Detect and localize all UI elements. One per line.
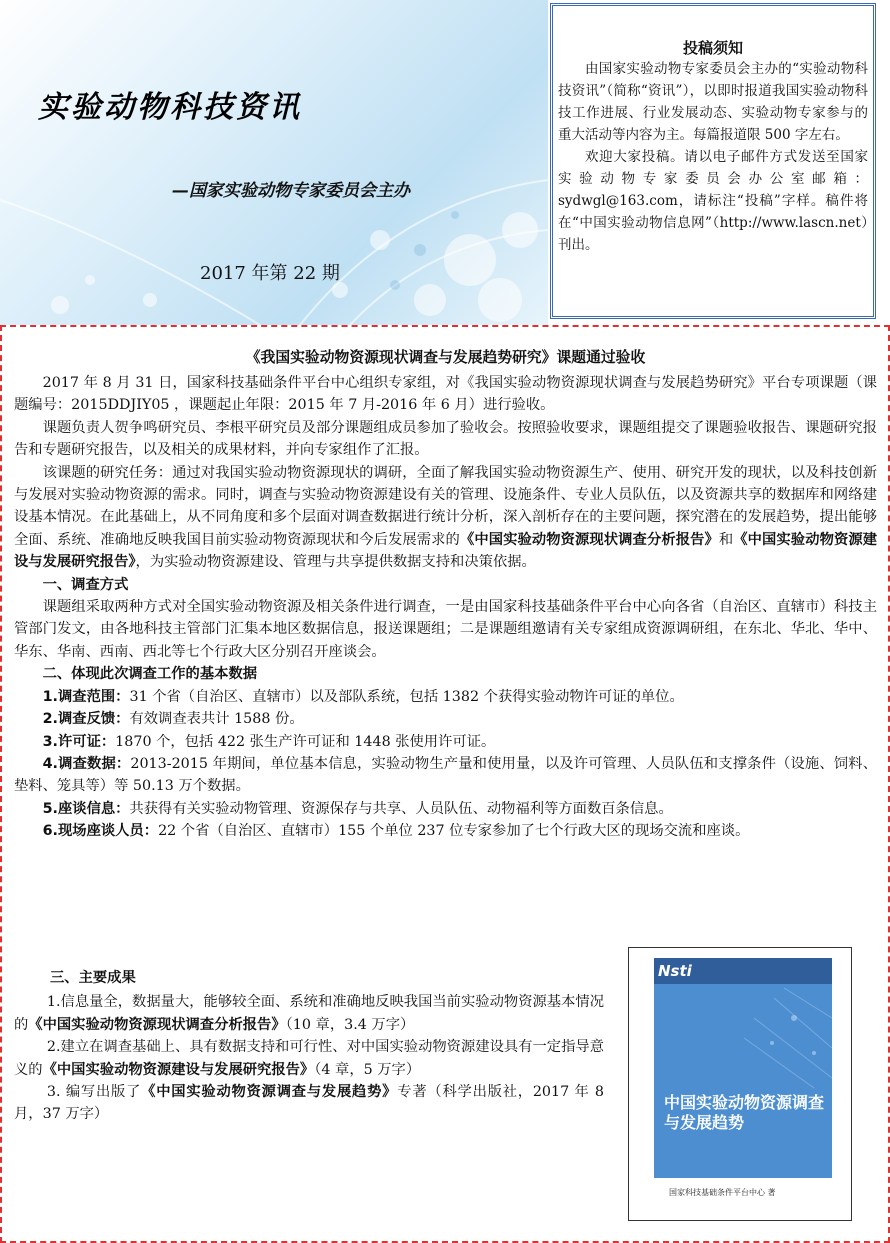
data-item-text: 2013-2015 年期间，单位基本信息，实验动物生产量和使用量，以及许可管理、人员队伍和支撑条件（设施、饲料、垫料、笼具等）等 50.13 万个数据。 [14, 755, 877, 795]
report-title-bold: 《中国实验动物资源现状调查分析报告》 [459, 531, 719, 548]
book-cover-title: 中国实验动物资源调查与发展趋势 [664, 1093, 825, 1132]
text-span: 2.建立在调查基础上、具有数据支持和可行性、对中国实验动物资源建设具有一定指导意义的 [14, 1039, 604, 1078]
article-paragraph [14, 462, 877, 574]
issue-number: 2017 年第 22 期 [200, 263, 340, 284]
data-item-label: 4.调查数据： [42, 755, 131, 772]
data-item [14, 731, 877, 753]
result-item [2, 1081, 604, 1126]
article-box [0, 325, 890, 1243]
data-item [14, 686, 877, 708]
report-title-bold: 《中国实验动物资源建设与发展研究报告》 [42, 1061, 315, 1078]
data-item-text: 有效调查表共计 1588 份。 [129, 711, 304, 728]
text-span: 专著（科学出版社，2017 年 8 月，37 万字） [14, 1084, 604, 1123]
article-paragraph: 课题组采取两种方式对全国实验动物资源及相关条件进行调查，一是由国家科技基础条件平台中心向各省（自治区、直辖市）科技主管部门发文，由各地科技主管部门汇集本地区数据信息，报送课题组；二是课题组邀请有关专家组成资源调研组，在东北、华北、华中、华东、华南、西南、西北等七个行政大区分别召开座谈会。 [14, 599, 877, 660]
report-title-bold: 《中国实验动物资源现状调查分析报告》 [28, 1016, 286, 1033]
data-item-label: 2.调查反馈： [42, 711, 130, 728]
book-cover-image [628, 947, 852, 1221]
article-paragraph: 课题负责人贺争鸣研究员、李根平研究员及部分课题组成员参加了验收会。按照验收要求，课题组提交了课题验收报告、课题研究报告和专题研究报告，以及相关的成果材料，并向专家组作了汇报。 [14, 419, 877, 459]
notice-paragraph: 由国家实验动物专家委员会主办的“实验动物科技资讯”（简称“资讯”），以即时报道我国实验动物科技工作进展、行业发展动态、实验动物专家参与的重大活动等内容为主。每篇报道限 500 字左右。 [558, 61, 868, 143]
text-span: （4 章，5 万字） [314, 1061, 421, 1078]
report-title-bold: 《中国实验动物资源建设与发展研究报告》 [14, 531, 878, 571]
masthead [0, 0, 548, 325]
text-span: （10 章，3.4 万字） [285, 1016, 415, 1033]
data-item-text: 1870 个，包括 422 张生产许可证和 1448 张使用许可证。 [115, 733, 496, 750]
data-item [14, 708, 877, 730]
text-span: 1.信息量全，数据量大，能够较全面、系统和准确地反映我国当前实验动物资源基本情况的 [14, 994, 604, 1033]
data-item-label: 6.现场座谈人员： [42, 823, 159, 840]
article-paragraph: 2017 年 8 月 31 日，国家科技基础条件平台中心组织专家组，对《我国实验动物资源现状调查与发展趋势研究》平台专项课题（课题编号：2015DDJIY05 ，课题起止年限：2015 年 7 月-2016 年 6 月）进行验收。 [14, 375, 877, 414]
data-item [14, 820, 877, 842]
section-heading-basic-data: 二、体现此次调查工作的基本数据 [42, 666, 258, 683]
data-item [14, 753, 877, 798]
text-span: 3. 编写出版了 [46, 1084, 142, 1101]
section-heading-survey-method: 一、调查方式 [42, 576, 129, 593]
data-item-label: 1.调查范围： [42, 688, 130, 705]
book-publisher: 国家科技基础条件平台中心 著 [669, 1188, 776, 1197]
data-item-text: 共获得有关实验动物管理、资源保存与共享、人员队伍、动物福利等方面数百条信息。 [129, 800, 673, 817]
data-item-text: 31 个省（自治区、直辖市）以及部队系统，包括 1382 个获得实验动物许可证的单位。 [129, 688, 684, 705]
submission-notice [550, 3, 876, 319]
text-span: 该课题的研究任务：通过对我国实验动物资源现状的调研，全面了解我国实验动物资源生产、使用、研究开发的现状，以及科技创新与发展对实验动物资源的需求。同时，调查与实验动物资源建设有关的管理、设施条件、专业人员队伍，以及资源共享的数据库和网络建设基本情况。在此基础上，从不同角度和多个层面对调查数据进行统计分析，深入剖析存在的主要问题，探究潜在的发展趋势，提出能够全面、系统、准确地反映我国目前实验动物资源现状和今后发展需求的 [14, 464, 877, 548]
cover-graphic-decoration [654, 958, 832, 1178]
article-title: 《我国实验动物资源现状调查与发展趋势研究》课题通过验收 [245, 349, 646, 366]
report-title-bold: 《中国实验动物资源调查与发展趋势》 [141, 1084, 398, 1101]
data-item-text: 22 个省（自治区、直辖市）155 个单位 237 位专家参加了七个行政大区的现场交流和座谈。 [158, 823, 750, 840]
book-cover [654, 958, 832, 1178]
data-item-label: 5.座谈信息： [42, 800, 130, 817]
result-item [2, 991, 604, 1036]
text-span: 和 [718, 531, 734, 548]
publication-subtitle: —国家实验动物专家委员会主办 [172, 181, 410, 201]
main-results [2, 967, 604, 1126]
notice-paragraph: 欢迎大家投稿。请以电子邮件方式发送至国家实验动物专家委员会办公室邮箱：sydwgl@163.com，请标注“投稿”字样。稿件将在“中国实验动物信息网”（http://www.lascn.net）刊出。 [558, 149, 868, 253]
data-item-label: 3.许可证： [42, 733, 116, 750]
section-heading-main-results: 三、主要成果 [50, 970, 136, 986]
result-item [2, 1036, 604, 1081]
publication-title: 实验动物科技资讯 [38, 90, 302, 125]
data-item [14, 798, 877, 820]
notice-heading: 投稿须知 [682, 39, 743, 57]
text-span: ，为实验动物资源建设、管理与共享提供数据支持和决策依据。 [135, 554, 536, 571]
nsti-logo: Nsti [658, 962, 692, 980]
